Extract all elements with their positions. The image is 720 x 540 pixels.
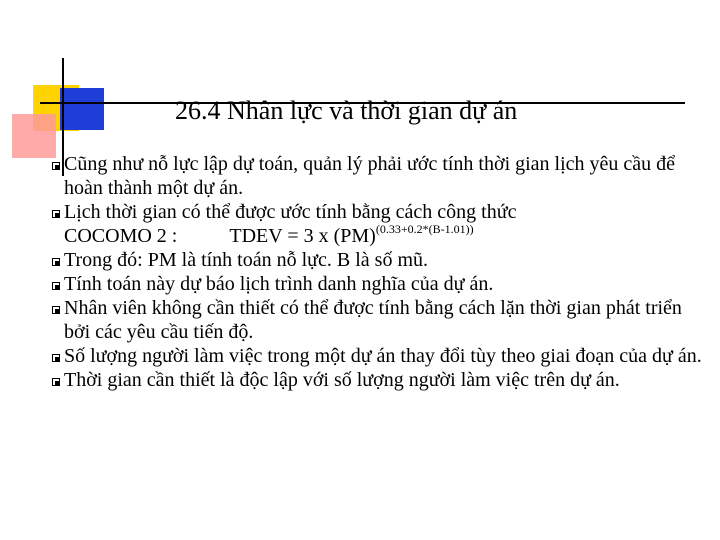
bullet-item: [52, 272, 712, 296]
bullet-item: [52, 344, 712, 368]
square-bullet-icon: [52, 306, 60, 314]
formula-label: COCOMO 2 :: [64, 225, 178, 247]
square-bullet-icon: [52, 258, 60, 266]
bullet-text: Tính toán này dự báo lịch trình danh nghĩa của dự án.: [64, 273, 494, 295]
formula-expression: TDEV = 3 x (PM): [229, 225, 376, 247]
bullet-item: [52, 248, 712, 272]
decor-pink-square: [12, 114, 56, 158]
square-bullet-icon: [52, 378, 60, 386]
bullet-item: [52, 368, 712, 392]
square-bullet-icon: [52, 162, 60, 170]
bullet-text: Cũng như nỗ lực lập dự toán, quản lý phải ước tính thời gian lịch yêu cầu để hoàn thành một dự án.: [64, 153, 676, 199]
bullet-item: [52, 200, 712, 248]
square-bullet-icon: [52, 210, 60, 218]
bullet-text: Số lượng người làm việc trong một dự án thay đổi tùy theo giai đoạn của dự án.: [64, 345, 702, 367]
bullet-text: Nhân viên không cần thiết có thể được tính bằng cách lặn thời gian phát triển bởi các yêu cầu tiến độ.: [64, 297, 682, 343]
decor-blue-square: [60, 88, 104, 130]
slide-title: 26.4 Nhân lực và thời gian dự án: [175, 96, 518, 125]
bullet-text: Thời gian cần thiết là độc lập với số lượng người làm việc trên dự án.: [64, 369, 620, 391]
square-bullet-icon: [52, 354, 60, 362]
formula-exponent: (0.33+0.2*(B-1.01)): [375, 222, 474, 236]
bullet-text: Trong đó: PM là tính toán nỗ lực. B là số mũ.: [64, 249, 429, 271]
square-bullet-icon: [52, 282, 60, 290]
formula-line: [64, 224, 712, 248]
bullet-list: [52, 152, 712, 392]
bullet-item: [52, 296, 712, 344]
bullet-text: Lịch thời gian có thể được ước tính bằng cách công thức: [64, 201, 517, 223]
bullet-item: [52, 152, 712, 200]
